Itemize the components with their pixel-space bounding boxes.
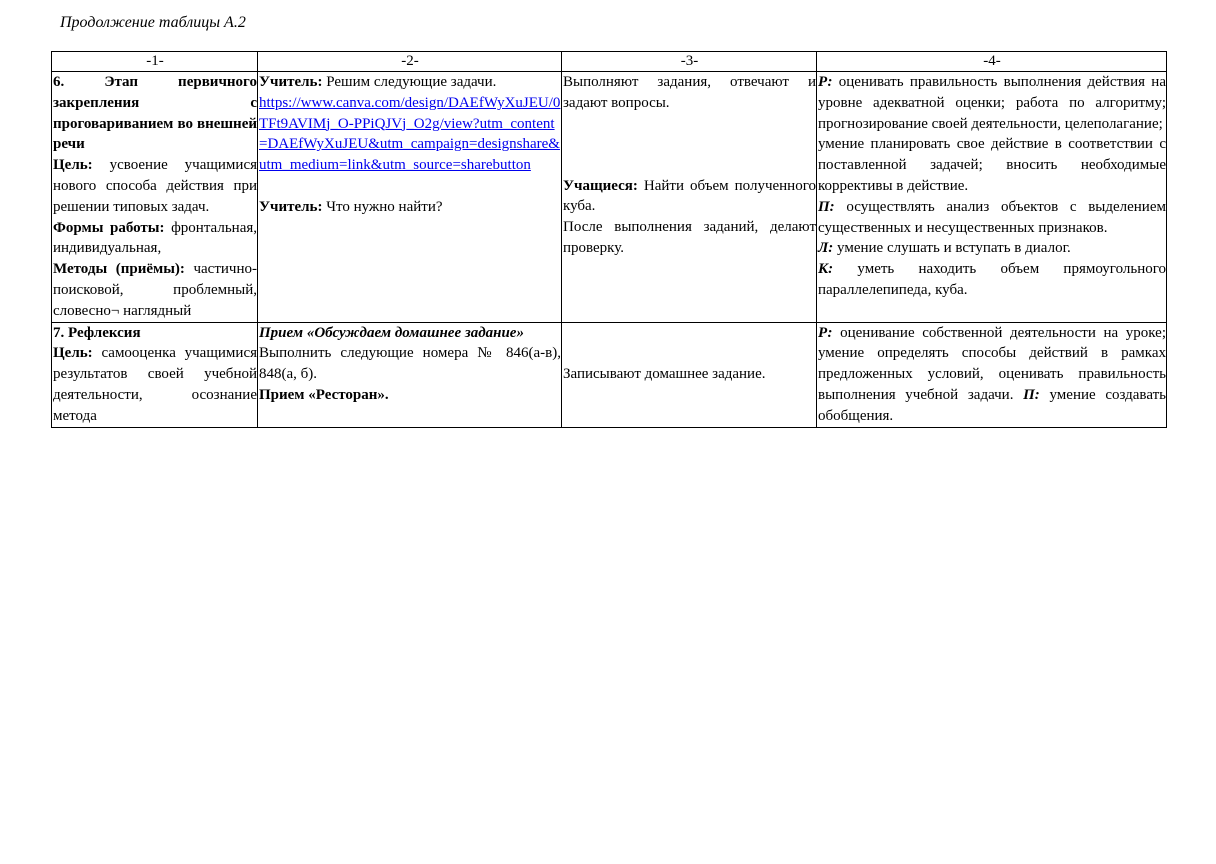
uud-regulative-2: умение планировать свое действие в соответствии с поставленной задачей; вносить необходимые коррективы в действие.	[818, 136, 1166, 194]
teacher-question: Учитель: Что нужно найти?	[259, 198, 443, 215]
canva-link[interactable]: https://www.canva.com/design/DAEfWyXuJEU/0TFt9AVIMj_O-PPiQJVj_O2g/view?utm_content=DAEfWyXuJEU&utm_campaign=designshare&utm_medium=link&utm_source=sharebutton	[259, 94, 561, 174]
uud-regulative: Р: оценивать правильность выполнения действия на уровне адекватной оценки; работа по алгоритму; прогнозирование своей деятельности, целеполагание;	[818, 74, 1166, 132]
uud-reflection: Р: оценивание собственной деятельности на уроке; умение определять способы действий в рамках предложенных условий, оценивать правильность выполнения учебной задачи. П: умение создавать обобщения.	[818, 324, 1166, 424]
technique-homework: Прием «Обсуждаем домашнее задание»	[259, 324, 524, 341]
students-check: После выполнения заданий, делают проверку.	[563, 219, 816, 256]
students-homework-text: Записывают домашнее задание.	[563, 366, 766, 383]
homework-text: Выполнить следующие номера № 846(а-в), 848(а, б).	[259, 345, 561, 383]
header-col-1: -1-	[52, 52, 258, 72]
stage-cell	[52, 322, 258, 427]
header-col-3: -3-	[562, 52, 817, 72]
table-row	[52, 72, 1167, 323]
stage-goal: Цель: усвоение учащимися нового способа действия при решении типовых задач.	[53, 157, 257, 215]
uud-cognitive: П: осуществлять анализ объектов с выделением существенных и несущественных признаков.	[818, 198, 1166, 236]
uud-communicative: К: уметь находить объем прямоугольного параллелепипеда, куба.	[818, 261, 1166, 298]
table-header-row	[52, 52, 1167, 72]
header-col-2: -2-	[258, 52, 562, 72]
students-activity-cell	[562, 72, 817, 323]
stage-forms: Формы работы: фронтальная, индивидуальная,	[53, 219, 258, 257]
uud-cell	[817, 322, 1167, 427]
students-activity-cell	[562, 322, 817, 427]
table-row	[52, 322, 1167, 427]
stage-title: 6. Этап первичного закрепления с проговариванием во внешней речи	[53, 74, 257, 153]
uud-personal: Л: умение слушать и вступать в диалог.	[818, 240, 1071, 257]
canva-link-wrap	[259, 93, 561, 176]
teacher-task-intro: Учитель: Решим следующие задачи.	[259, 74, 497, 90]
technique-restaurant: Прием «Ресторан».	[259, 386, 389, 403]
lesson-table	[51, 51, 1167, 428]
uud-cell	[817, 72, 1167, 323]
stage-goal: Цель: самооценка учащимися результатов своей учебной деятельности, осознание метода	[53, 345, 257, 424]
teacher-activity-cell	[258, 72, 562, 323]
students-task-text: Выполняют задания, отвечают и задают вопросы.	[563, 74, 816, 111]
stage-cell	[52, 72, 258, 323]
students-goal: Учащиеся: Найти объем полученного куба.	[563, 177, 816, 215]
stage-methods: Методы (приёмы): частично-поисковой, проблемный, словесно¬ наглядный	[53, 261, 257, 319]
stage-title: 7. Рефлексия	[53, 324, 141, 341]
teacher-activity-cell	[258, 322, 562, 427]
table-caption: Продолжение таблицы А.2	[60, 14, 246, 31]
header-col-4: -4-	[817, 52, 1167, 72]
